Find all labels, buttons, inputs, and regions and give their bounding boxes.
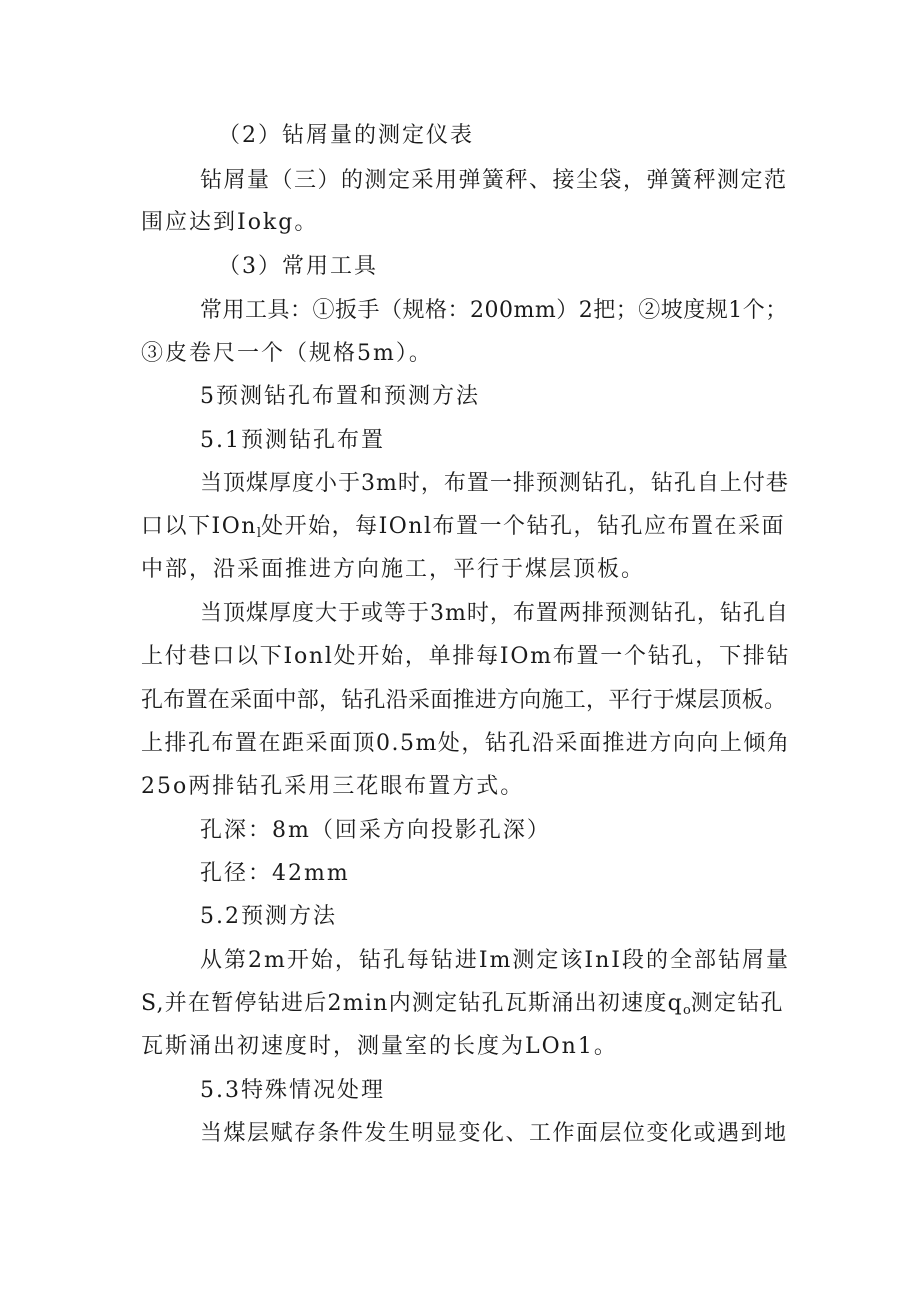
paragraph-line: 从第2m开始，钻孔每钻进Im测定该InI段的全部钻屑量 [200,948,790,973]
paragraph-line: 上排孔布置在距采面顶0.5m处，钻孔沿采面推进方向向上倾角 [141,731,791,756]
heading-common-tools: （3）常用工具 [218,254,378,279]
paragraph-line: 当顶煤厚度小于3m时，布置一排预测钻孔，钻孔自上付巷 [200,471,789,496]
paragraph-line: 上付巷口以下Ionl处开始，单排每IOm布置一个钻孔，下排钻 [141,644,791,669]
paragraph-line: 中部，沿采面推进方向施工，平行于煤层顶板。 [141,557,646,582]
paragraph-line: 当煤层赋存条件发生明显变化、工作面层位变化或遇到地 [200,1121,788,1146]
subscript: o [682,1003,691,1018]
hole-depth: 孔深：8m（回采方向投影孔深） [200,818,551,843]
section-heading-5-1: 5.1预测钻孔布置 [200,428,385,453]
paragraph-line: ③皮卷尺一个（规格5m）。 [141,341,433,366]
paragraph-line [141,989,784,1026]
paragraph-line: 瓦斯涌出初速度时，测量室的长度为LOn1。 [141,1034,618,1059]
section-heading-5-3: 5.3特殊情况处理 [200,1078,385,1103]
paragraph-line: 常用工具：①扳手（规格：200mm）2把；②坡度规1个； [200,298,788,323]
paragraph-line: 当顶煤厚度大于或等于3m时，布置两排预测钻孔，钻孔自 [200,601,789,626]
section-heading-5-2: 5.2预测方法 [200,904,337,929]
line-suffix: 测定钻孔 [690,991,784,1016]
line-suffix: 处开始，每IOnl布置一个钻孔，钻孔应布置在采面 [261,514,786,539]
paragraph-line: 25o两排钻孔采用三花眼布置方式。 [141,774,525,799]
heading-drill-cuttings-instrument: （2）钻屑量的测定仪表 [218,123,474,148]
paragraph-line: 围应达到Iokg。 [141,210,319,235]
subscript: l [256,526,262,541]
paragraph-line: 孔布置在采面中部，钻孔沿采面推进方向施工，平行于煤层顶板。 [141,688,787,713]
paragraph-line: 钻屑量（三）的测定采用弹簧秤、接尘袋，弹簧秤测定范 [200,168,788,193]
paragraph-line [141,512,785,549]
hole-diameter: 孔径：42mm [200,861,350,886]
line-prefix: S,并在暂停钻进后2min内测定钻孔瓦斯涌出初速度q [141,991,683,1016]
line-prefix: 口以下IOn [141,514,257,539]
section-heading-5: 5预测钻孔布置和预测方法 [200,384,480,409]
